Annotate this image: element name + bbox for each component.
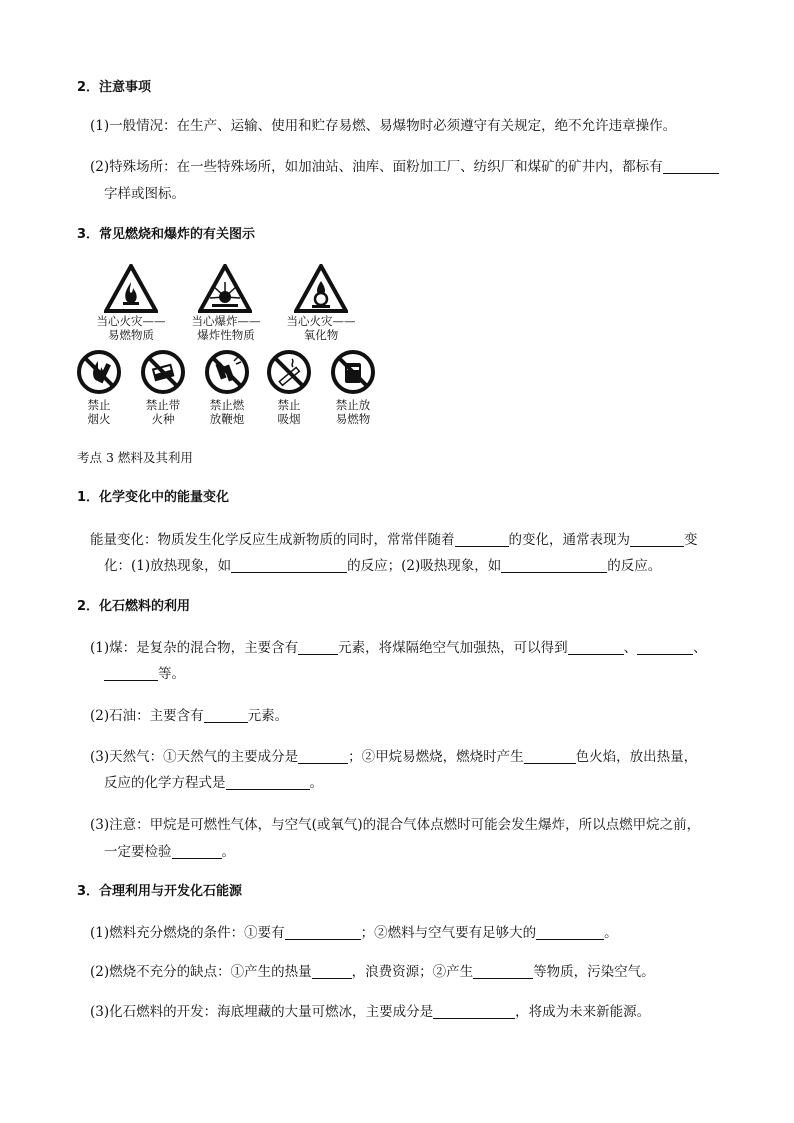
blank[interactable] (473, 963, 533, 979)
blank[interactable] (637, 639, 693, 655)
blank[interactable] (298, 639, 338, 655)
explosive-icon (198, 264, 252, 314)
k3-s1-line2: 化：(1)放热现象，如 的反应；(2)吸热现象，如 的反应。 (104, 558, 662, 574)
prohibit-label-5: 禁止放 易燃物 (335, 398, 371, 426)
k3-s1-line1: 能量变化：物质发生化学反应生成新物质的同时，常常伴随着 的变化，通常表现为 变 (90, 532, 698, 548)
section-3-title: 3．常见燃烧和爆炸的有关图示 (77, 227, 256, 242)
blank[interactable] (568, 639, 624, 655)
sec2-item2-cont: 字样或图标。 (104, 186, 185, 202)
kaodian-3-title: 考点 3 燃料及其利用 (77, 450, 193, 465)
k3-note-line1: (3)注意：甲烷是可燃性气体，与空气(或氧气)的混合气体点燃时可能会发生爆炸，所以点燃甲烷之前， (90, 817, 701, 833)
oxidizer-flame-icon (294, 264, 348, 314)
blank[interactable] (455, 531, 509, 547)
blank[interactable] (663, 158, 719, 174)
k3-s3-title: 3．合理利用与开发化石能源 (77, 884, 243, 899)
blank[interactable] (298, 748, 348, 764)
prohibit-label-2: 禁止带 火种 (145, 398, 181, 426)
blank[interactable] (172, 843, 222, 859)
blank[interactable] (226, 774, 310, 790)
blank[interactable] (501, 557, 607, 573)
sign-label-1: 当心火灾—— 易燃物质 (96, 314, 166, 342)
no-flammables-icon (330, 349, 376, 395)
blank[interactable] (285, 924, 361, 940)
sign-label-3: 当心火灾—— 氧化物 (286, 314, 356, 342)
prohibit-label-3: 禁止燃 放鞭炮 (209, 398, 245, 426)
blank[interactable] (204, 707, 248, 723)
k3-s1-title: 1．化学变化中的能量变化 (77, 490, 230, 505)
k3-coal-line2: 等。 (104, 664, 185, 684)
k3-note-line2: 一定要检验 。 (104, 844, 235, 860)
flammable-flame-icon (104, 264, 158, 314)
k3-oil: (2)石油：主要含有 元素。 (90, 708, 289, 724)
k3-c1: (1)燃料充分燃烧的条件：①要有 ；②燃料与空气要有足够大的 。 (90, 925, 618, 941)
blank[interactable] (231, 557, 347, 573)
blank[interactable] (104, 665, 158, 681)
section-2-title: 2．注意事项 (77, 80, 152, 95)
k3-gas-line1: (3)天然气：①天然气的主要成分是 ；②甲烷易燃烧，燃烧时产生 色火焰，放出热量， (90, 749, 698, 765)
no-smoking-icon (266, 349, 312, 395)
no-firecrackers-icon (204, 349, 250, 395)
prohibit-label-4: 禁止 吸烟 (277, 398, 301, 426)
sign-label-2: 当心爆炸—— 爆炸性物质 (191, 314, 261, 342)
prohibit-label-1: 禁止 烟火 (87, 398, 111, 426)
k3-c3: (3)化石燃料的开发：海底埋藏的大量可燃冰，主要成分是 ，将成为未来新能源。 (90, 1004, 651, 1020)
k3-coal-line1: (1)煤：是复杂的混合物，主要含有 元素，将煤隔绝空气加强热，可以得到 、 、 (90, 640, 707, 656)
blank[interactable] (630, 531, 684, 547)
blank[interactable] (524, 748, 576, 764)
k3-gas-line2: 反应的化学方程式是 。 (104, 775, 323, 791)
blank[interactable] (433, 1003, 515, 1019)
no-fire-icon (76, 349, 122, 395)
sec2-item1: (1)一般情况：在生产、运输、使用和贮存易燃、易爆物时必须遵守有关规定，绝不允许违章操作。 (90, 118, 677, 134)
sec2-item2: (2)特殊场所：在一些特殊场所，如加油站、油库、面粉加工厂、纺织厂和煤矿的矿井内，都标有 (90, 157, 719, 177)
no-matches-icon (140, 349, 186, 395)
k3-s2-title: 2．化石燃料的利用 (77, 599, 191, 614)
k3-c2: (2)燃烧不充分的缺点：①产生的热量 ，浪费资源；②产生 等物质，污染空气。 (90, 964, 655, 980)
blank[interactable] (312, 963, 352, 979)
blank[interactable] (536, 924, 604, 940)
